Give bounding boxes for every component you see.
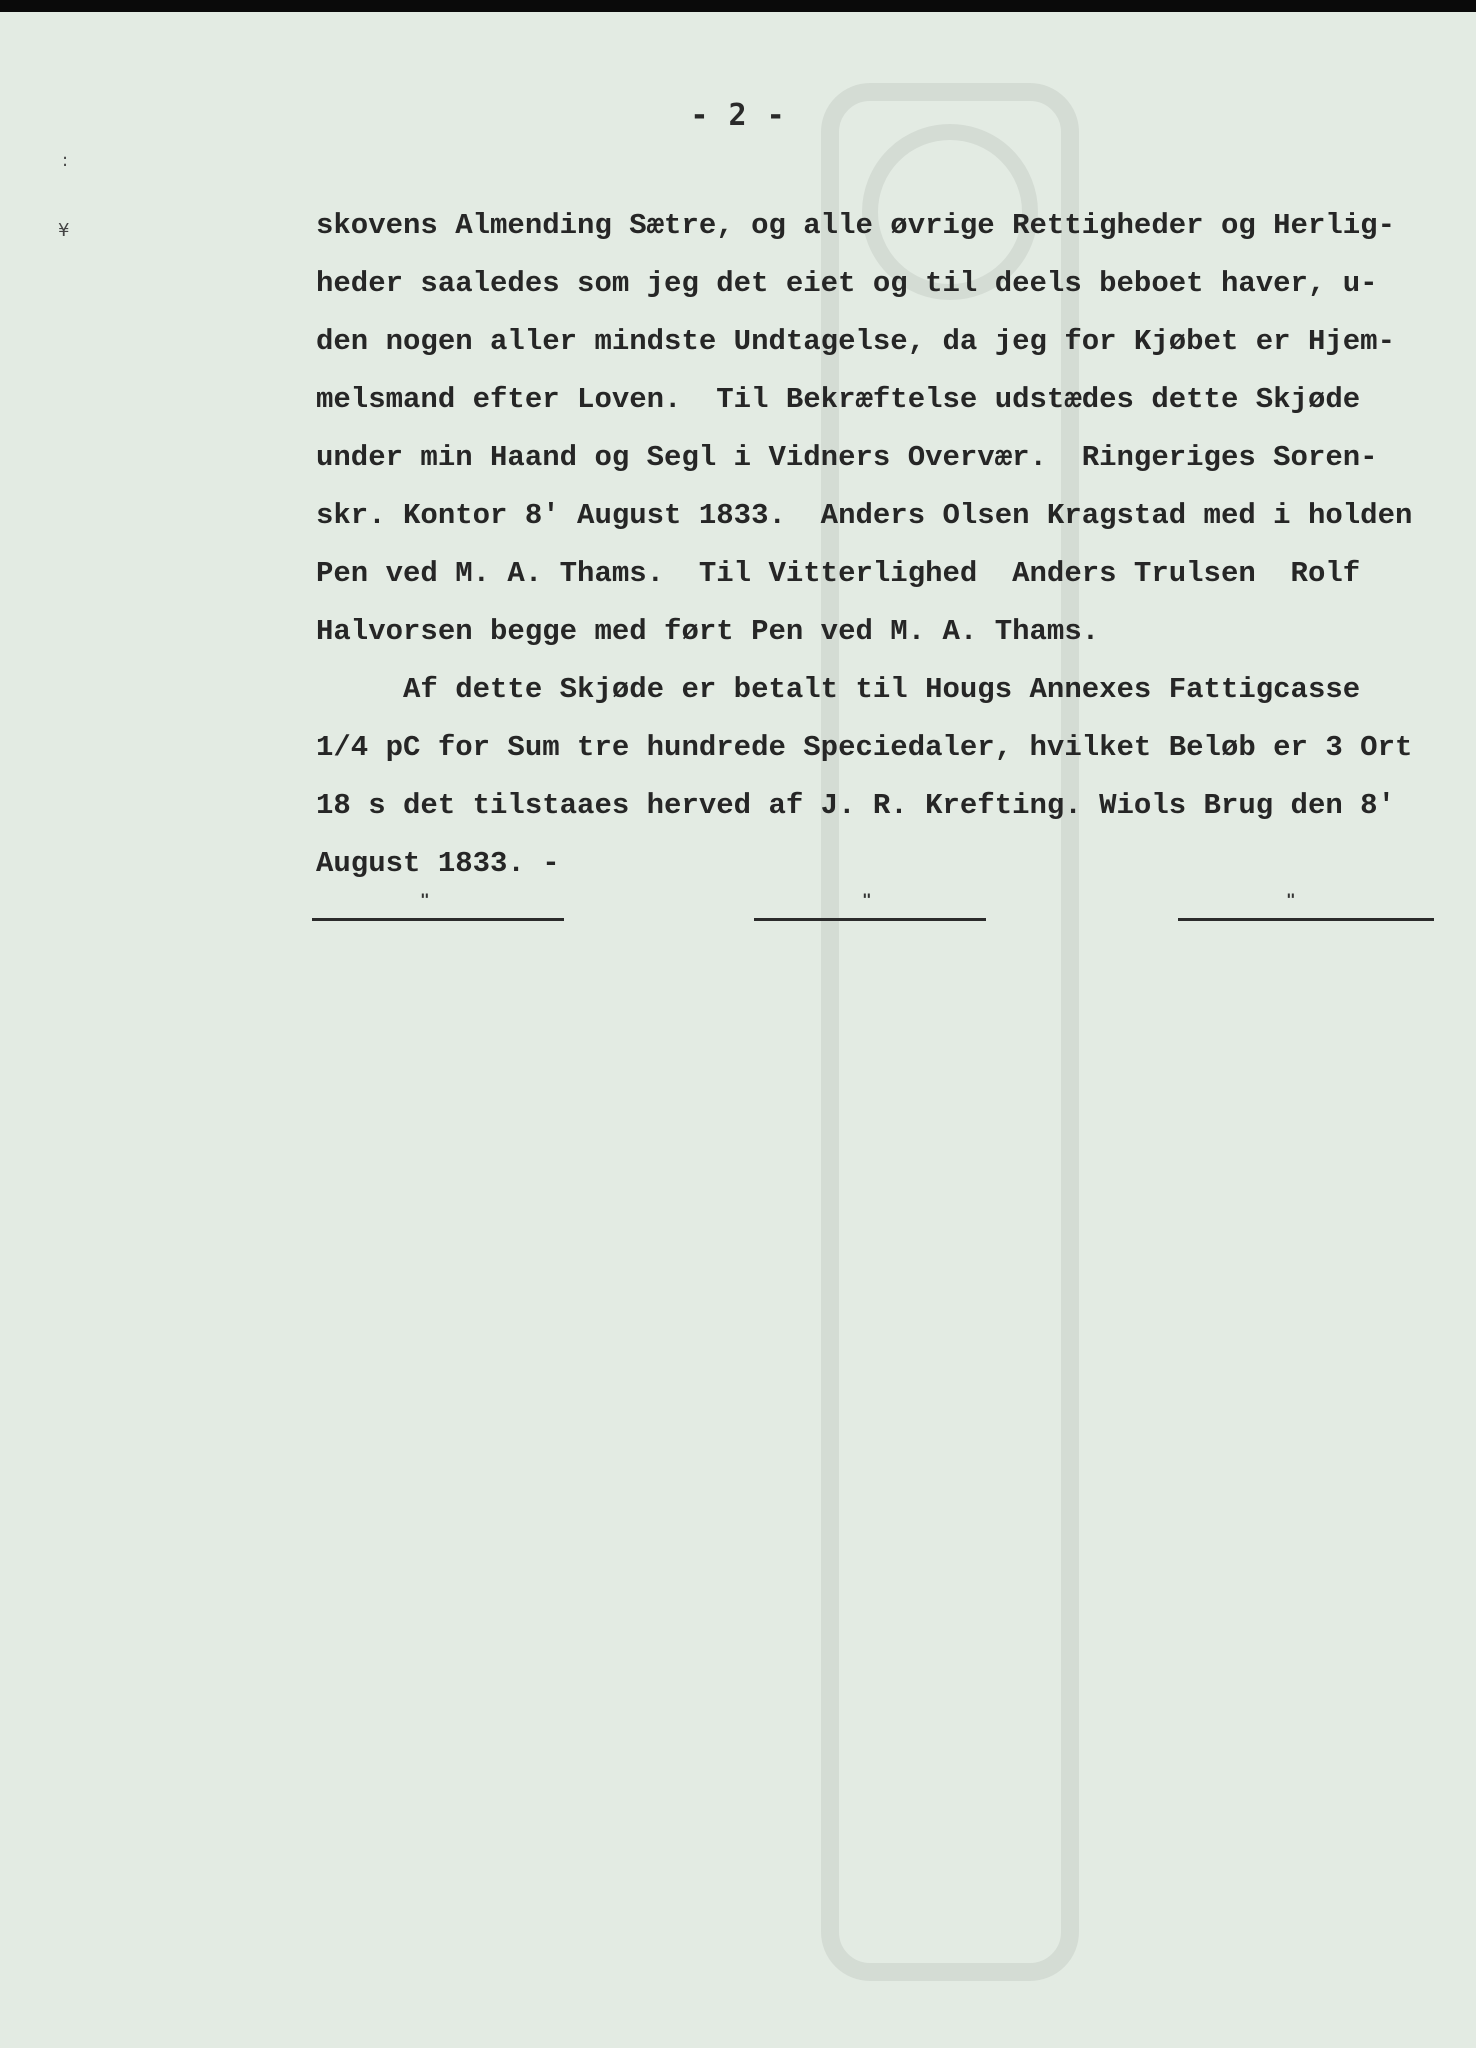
ditto-mark: " xyxy=(420,890,430,909)
signature-rule xyxy=(1178,890,1434,921)
text-line: 18 s det tilstaaes herved af J. R. Krefting. Wiols Brug den 8' xyxy=(316,789,1395,822)
text-line: Pen ved M. A. Thams. Til Vitterlighed Anders Trulsen Rolf xyxy=(316,557,1361,590)
ditto-mark: " xyxy=(862,890,872,909)
margin-mark: ¥ xyxy=(58,220,70,241)
signature-rule xyxy=(754,890,986,921)
document-body xyxy=(316,197,1446,893)
text-line: melsmand efter Loven. Til Bekræftelse udstædes dette Skjøde xyxy=(316,383,1361,416)
document-page xyxy=(0,12,1476,2048)
text-line: skovens Almending Sætre, og alle øvrige Rettigheder og Herlig- xyxy=(316,209,1395,242)
text-line: Af dette Skjøde er betalt til Hougs Annexes Fattigcasse xyxy=(316,673,1361,706)
paragraph-2 xyxy=(316,661,1446,893)
margin-mark: : xyxy=(62,150,69,171)
text-line: skr. Kontor 8' August 1833. Anders Olsen Kragstad med i holden xyxy=(316,499,1413,532)
text-line: August 1833. - xyxy=(316,847,560,880)
page-number: - 2 - xyxy=(690,98,786,133)
text-line: heder saaledes som jeg det eiet og til deels beboet haver, u- xyxy=(316,267,1378,300)
text-line: Halvorsen begge med ført Pen ved M. A. Thams. xyxy=(316,615,1100,648)
text-line: den nogen aller mindste Undtagelse, da jeg for Kjøbet er Hjem- xyxy=(316,325,1395,358)
paragraph-1 xyxy=(316,197,1446,661)
signature-rule xyxy=(312,890,564,921)
ditto-mark: " xyxy=(1286,890,1296,909)
text-line: 1/4 pC for Sum tre hundrede Speciedaler, hvilket Beløb er 3 Ort xyxy=(316,731,1413,764)
text-line: under min Haand og Segl i Vidners Overvær. Ringeriges Soren- xyxy=(316,441,1378,474)
